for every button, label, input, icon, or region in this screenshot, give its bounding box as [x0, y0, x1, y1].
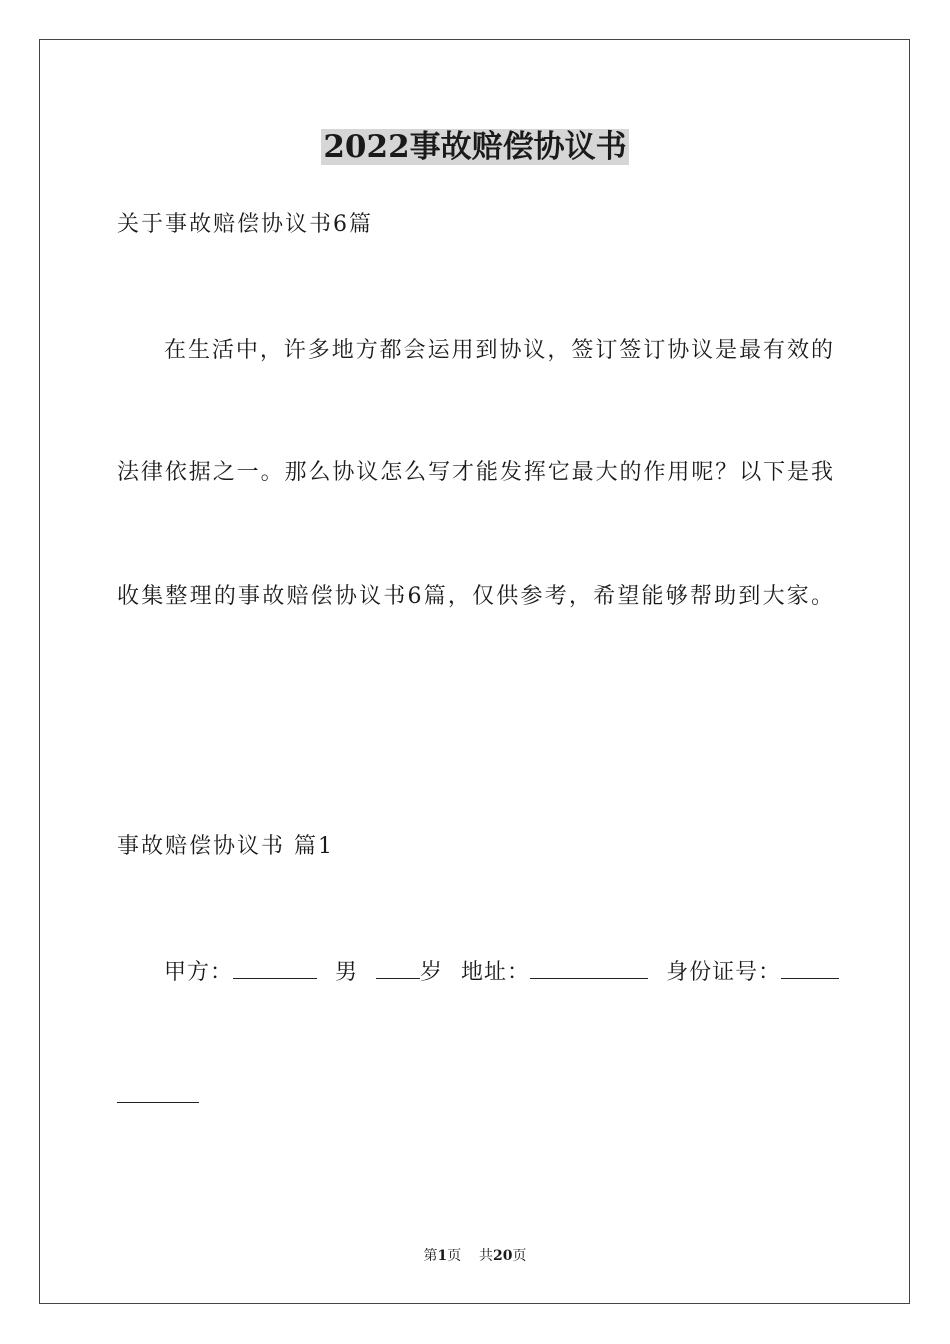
address-label: 地址： [461, 960, 531, 985]
section-heading: 事故赔偿协议书 篇1 [117, 834, 334, 859]
id-continuation-line [117, 1080, 199, 1112]
page-footer [0, 1246, 950, 1266]
page-prefix: 第 [423, 1248, 438, 1264]
document-subtitle: 关于事故赔偿协议书6篇 [117, 212, 373, 237]
page-number: 1 [437, 1248, 448, 1264]
party-a-name-blank [233, 956, 317, 979]
id-label: 身份证号： [666, 960, 782, 985]
gender-label: 男 [335, 960, 359, 985]
party-a-line [164, 956, 839, 988]
address-blank [530, 956, 648, 979]
age-label: 岁 [420, 960, 444, 985]
intro-line-2: 法律依据之一。那么协议怎么写才能发挥它最大的作用呢？以下是我 [117, 460, 833, 485]
document-title-text: 2022事故赔偿协议书 [323, 129, 627, 165]
total-suffix: 页 [512, 1248, 527, 1264]
total-pages: 20 [493, 1248, 513, 1264]
intro-line-1: 在生活中，许多地方都会运用到协议，签订签订协议是最有效的 [164, 338, 833, 363]
id-blank-part-1 [781, 956, 839, 979]
total-prefix: 共 [479, 1248, 494, 1264]
intro-line-3: 收集整理的事故赔偿协议书6篇，仅供参考，希望能够帮助到大家。 [117, 584, 833, 609]
age-blank [376, 956, 420, 979]
page-suffix: 页 [447, 1248, 462, 1264]
id-blank-part-2 [117, 1080, 199, 1103]
document-title [0, 124, 950, 170]
party-a-label: 甲方： [164, 960, 234, 985]
